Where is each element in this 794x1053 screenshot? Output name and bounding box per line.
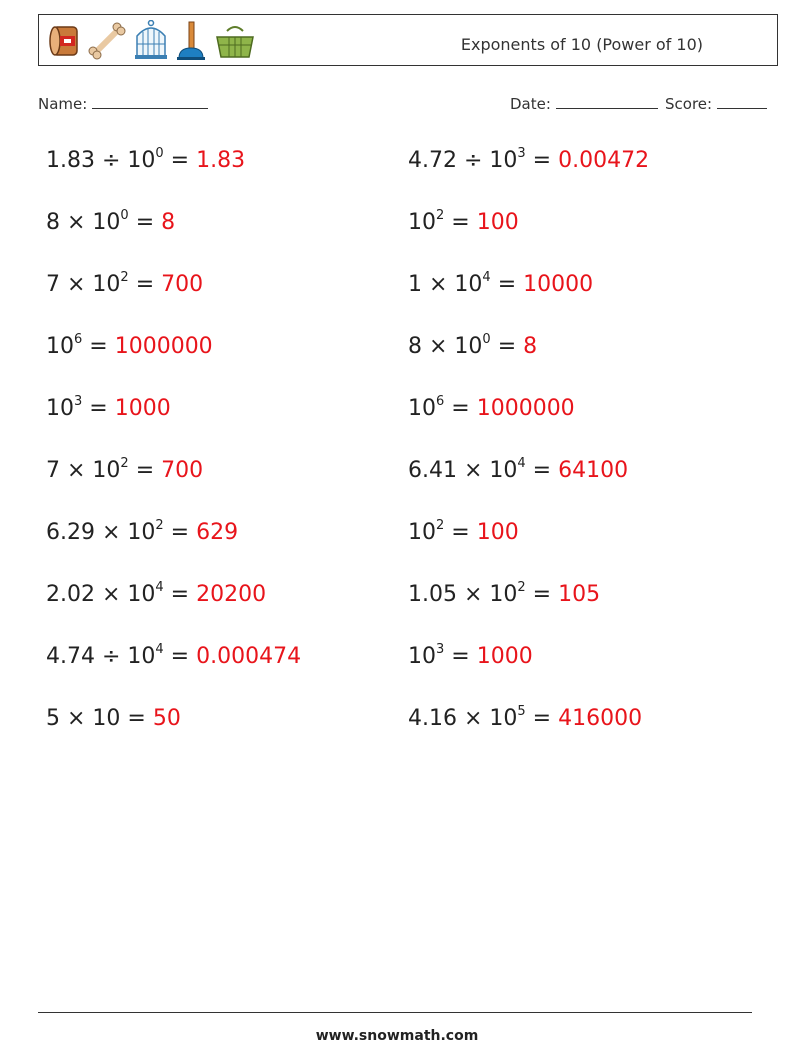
header-icons xyxy=(47,19,257,63)
problem-expression: 1.83 ÷ 10 xyxy=(46,148,156,173)
problem-item xyxy=(408,579,601,607)
problem-expression: 10 xyxy=(408,396,436,421)
problem-exponent: 3 xyxy=(74,393,83,409)
equals-sign: = xyxy=(120,706,153,731)
equals-sign: = xyxy=(82,334,115,359)
equals-sign: = xyxy=(163,644,197,669)
equals-sign: = xyxy=(490,334,524,359)
problem-answer: 100 xyxy=(476,210,519,235)
problem-item xyxy=(408,331,538,359)
name-field[interactable] xyxy=(38,94,208,113)
problem-item xyxy=(46,269,204,297)
footer-site: www.snowmath.com xyxy=(315,1028,479,1044)
problem-item xyxy=(408,641,533,669)
problem-exponent: 2 xyxy=(120,269,129,285)
problem-answer: 1.83 xyxy=(196,148,246,173)
header-box xyxy=(38,14,778,66)
problem-exponent: 4 xyxy=(155,579,164,595)
equals-sign: = xyxy=(444,644,477,669)
problem-expression: 10 xyxy=(46,396,74,421)
problem-answer: 10000 xyxy=(523,272,594,297)
name-label: Name: xyxy=(38,95,88,113)
equals-sign: = xyxy=(82,396,115,421)
equals-sign: = xyxy=(128,272,162,297)
problem-expression: 6.29 × 10 xyxy=(46,520,156,545)
problem-exponent: 6 xyxy=(436,393,445,409)
problem-expression: 10 xyxy=(408,520,436,545)
problem-exponent: 3 xyxy=(517,145,526,161)
problem-item xyxy=(408,455,629,483)
equals-sign: = xyxy=(525,458,559,483)
problem-expression: 1 × 10 xyxy=(408,272,483,297)
birdcage-icon xyxy=(133,20,169,62)
problem-expression: 4.74 ÷ 10 xyxy=(46,644,156,669)
problem-item xyxy=(46,517,239,545)
problem-answer: 1000 xyxy=(114,396,171,421)
score-label: Score: xyxy=(665,95,713,113)
problem-answer: 8 xyxy=(161,210,176,235)
problem-expression: 4.16 × 10 xyxy=(408,706,518,731)
equals-sign: = xyxy=(163,520,197,545)
problem-exponent: 0 xyxy=(155,145,164,161)
problem-item xyxy=(46,579,267,607)
equals-sign: = xyxy=(444,520,477,545)
problem-answer: 8 xyxy=(523,334,538,359)
problem-item xyxy=(46,393,171,421)
footer-divider xyxy=(38,1012,752,1013)
problem-expression: 1.05 × 10 xyxy=(408,582,518,607)
problem-answer: 105 xyxy=(558,582,601,607)
equals-sign: = xyxy=(525,148,559,173)
problem-expression: 8 × 10 xyxy=(408,334,483,359)
problem-exponent: 2 xyxy=(517,579,526,595)
problem-item xyxy=(408,393,575,421)
date-field[interactable] xyxy=(510,94,658,113)
problem-answer: 1000 xyxy=(476,644,533,669)
problem-item xyxy=(408,207,519,235)
problem-item xyxy=(46,331,213,359)
problem-answer: 64100 xyxy=(558,458,629,483)
problem-answer: 700 xyxy=(161,272,204,297)
problem-answer: 1000000 xyxy=(114,334,213,359)
problem-answer: 1000000 xyxy=(476,396,575,421)
problem-exponent: 2 xyxy=(436,207,445,223)
equals-sign: = xyxy=(525,582,559,607)
equals-sign: = xyxy=(163,582,197,607)
problem-exponent: 0 xyxy=(120,207,129,223)
problem-item xyxy=(46,706,181,731)
equals-sign: = xyxy=(444,210,477,235)
problem-exponent: 2 xyxy=(436,517,445,533)
problem-expression: 10 xyxy=(408,644,436,669)
problem-item xyxy=(46,145,246,173)
equals-sign: = xyxy=(490,272,524,297)
problem-exponent: 0 xyxy=(482,331,491,347)
plunger-icon xyxy=(175,20,207,62)
problem-expression: 7 × 10 xyxy=(46,272,121,297)
toolbox-icon xyxy=(47,21,81,61)
problem-answer: 629 xyxy=(196,520,239,545)
basket-icon xyxy=(213,21,257,61)
problem-answer: 416000 xyxy=(558,706,643,731)
problem-expression: 7 × 10 xyxy=(46,458,121,483)
score-field[interactable] xyxy=(665,94,767,113)
equals-sign: = xyxy=(444,396,477,421)
problem-answer: 0.000474 xyxy=(196,644,302,669)
problem-answer: 100 xyxy=(476,520,519,545)
problem-item xyxy=(46,207,176,235)
problem-answer: 50 xyxy=(152,706,181,731)
problem-expression: 8 × 10 xyxy=(46,210,121,235)
equals-sign: = xyxy=(163,148,197,173)
problem-expression: 5 × 10 xyxy=(46,706,121,731)
problem-expression: 10 xyxy=(46,334,74,359)
problem-exponent: 2 xyxy=(120,455,129,471)
problem-exponent: 4 xyxy=(155,641,164,657)
problem-exponent: 3 xyxy=(436,641,445,657)
date-label: Date: xyxy=(510,95,551,113)
page-title: Exponents of 10 (Power of 10) xyxy=(460,35,703,54)
problem-exponent: 2 xyxy=(155,517,164,533)
name-blank[interactable] xyxy=(92,94,208,109)
date-blank[interactable] xyxy=(556,94,658,109)
problem-item xyxy=(408,517,519,545)
problem-expression: 10 xyxy=(408,210,436,235)
equals-sign: = xyxy=(128,210,162,235)
equals-sign: = xyxy=(525,706,559,731)
problem-item xyxy=(408,145,650,173)
problem-exponent: 4 xyxy=(482,269,491,285)
problem-exponent: 5 xyxy=(517,703,526,719)
problem-answer: 20200 xyxy=(196,582,267,607)
score-blank[interactable] xyxy=(717,94,767,109)
problem-item xyxy=(46,641,302,669)
problem-expression: 6.41 × 10 xyxy=(408,458,518,483)
problem-item xyxy=(408,269,594,297)
equals-sign: = xyxy=(128,458,162,483)
problem-item xyxy=(408,703,643,731)
problem-item xyxy=(46,455,204,483)
problem-exponent: 4 xyxy=(517,455,526,471)
bone-icon xyxy=(87,21,127,61)
problem-answer: 700 xyxy=(161,458,204,483)
problem-answer: 0.00472 xyxy=(558,148,650,173)
problem-expression: 4.72 ÷ 10 xyxy=(408,148,518,173)
problem-expression: 2.02 × 10 xyxy=(46,582,156,607)
problem-exponent: 6 xyxy=(74,331,83,347)
